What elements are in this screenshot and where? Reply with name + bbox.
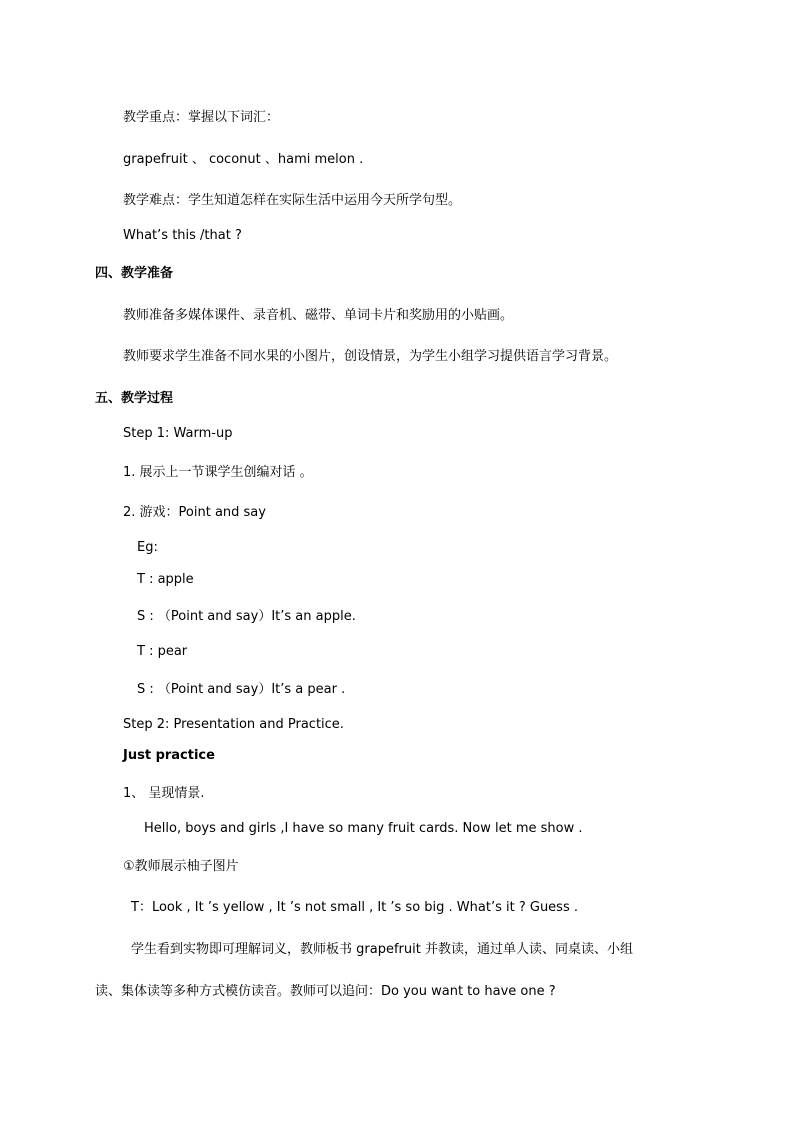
teacher-greeting: Hello, boys and girls ,I have so many fruit cards. Now let me show . — [144, 821, 583, 836]
teacher-preparation: 教师准备多媒体课件、录音机、磁带、单词卡片和奖励用的小贴画。 — [123, 308, 514, 323]
dialogue-line-3: T : pear — [137, 644, 188, 659]
example-label: Eg: — [137, 540, 158, 555]
step-one-item-1: 1. 展示上一节课学生创编对话 。 — [123, 465, 313, 480]
section-five-heading: 五、教学过程 — [95, 391, 174, 406]
dialogue-line-2: S : （Point and say）It’s an apple. — [137, 609, 356, 624]
just-practice-heading: Just practice — [123, 748, 215, 763]
vocabulary-list: grapefruit 、 coconut 、hami melon . — [123, 152, 364, 167]
dialogue-line-1: T : apple — [137, 572, 194, 587]
explanation-line-2: 读、集体读等多种方式模仿读音。教师可以追问：Do you want to have one ? — [95, 984, 556, 999]
practice-item-1: 1、 呈现情景. — [123, 786, 205, 801]
difficult-points: 教学难点：学生知道怎样在实际生活中运用今天所学句型。 — [123, 193, 462, 208]
step-one-item-2: 2. 游戏：Point and say — [123, 505, 266, 520]
step-two-heading: Step 2: Presentation and Practice. — [123, 717, 344, 732]
step-one-heading: Step 1: Warm-up — [123, 426, 233, 441]
section-four-heading: 四、教学准备 — [95, 266, 174, 281]
student-preparation: 教师要求学生准备不同水果的小图片，创设情景，为学生小组学习提供语言学习背景。 — [123, 349, 618, 364]
show-grapefruit-step: ①教师展示柚子图片 — [123, 859, 239, 874]
dialogue-line-4: S : （Point and say）It’s a pear . — [137, 682, 346, 697]
teacher-prompt: T：Look , It ’s yellow , It ’s not small , It ’s so big . What’s it ? Guess . — [131, 900, 578, 915]
target-sentence: What’s this /that ? — [123, 228, 242, 243]
explanation-line-1: 学生看到实物即可理解词义，教师板书 grapefruit 并教读，通过单人读、同桌读、小组 — [131, 942, 633, 957]
key-points-heading: 教学重点：掌握以下词汇： — [123, 110, 280, 125]
